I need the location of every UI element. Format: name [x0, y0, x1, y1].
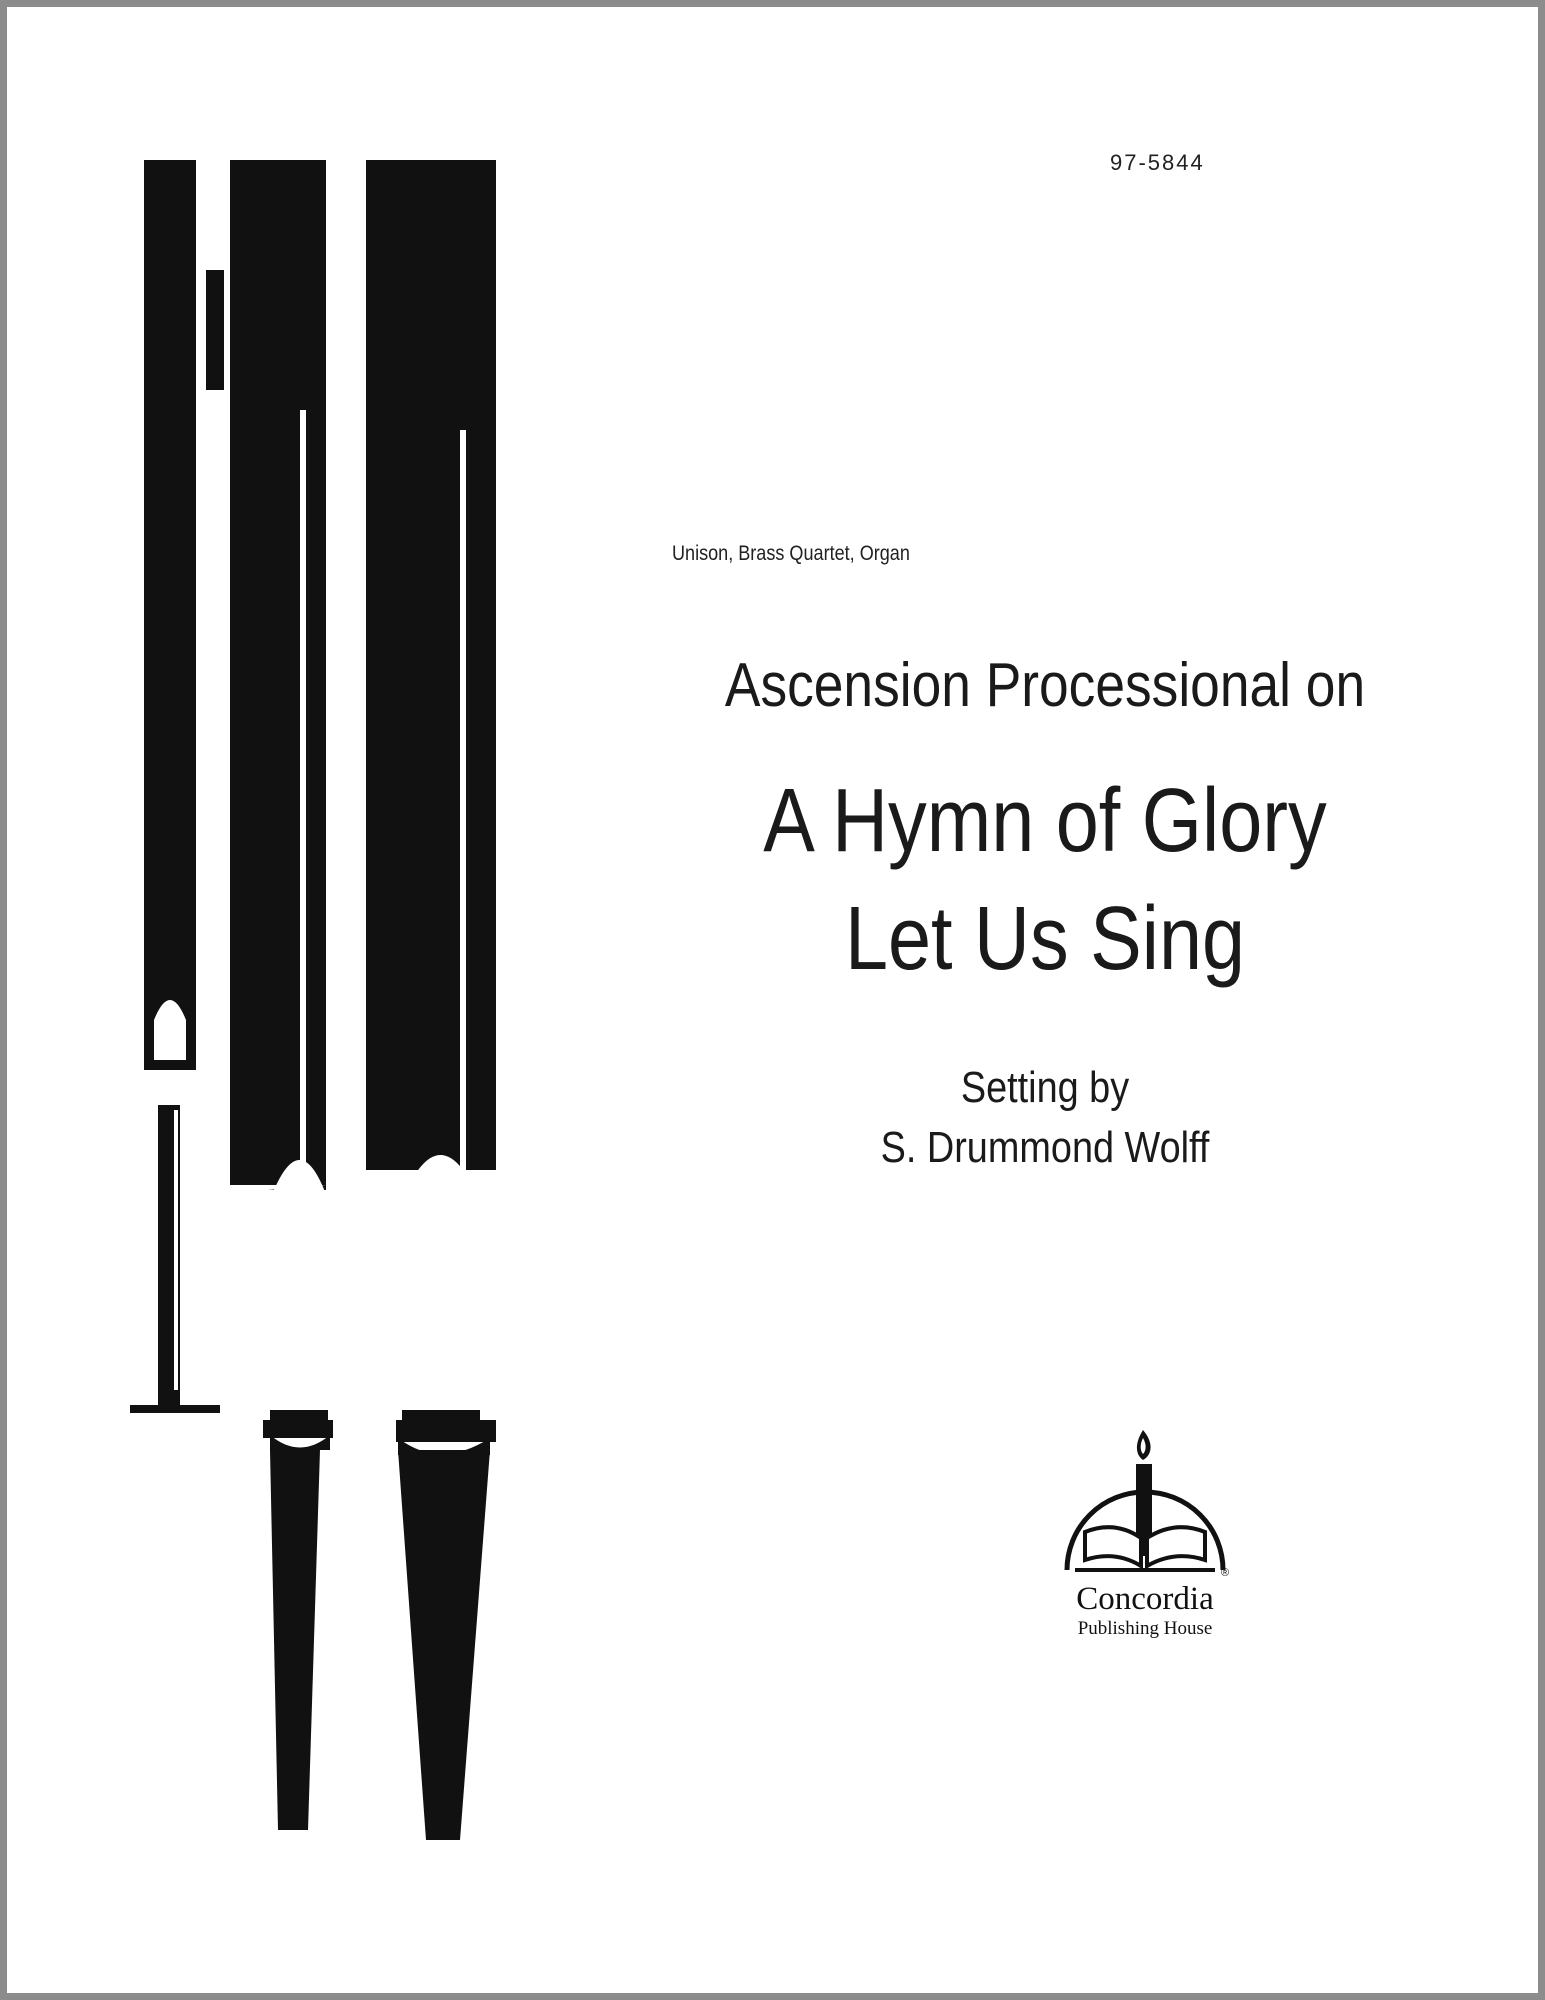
candle-book-logo-icon [1045, 1420, 1245, 1580]
main-title [628, 762, 1462, 998]
composer-name: S. Drummond Wolff [880, 1123, 1210, 1172]
publisher-name: Concordia [1076, 1581, 1214, 1617]
subtitle: Ascension Processional on [724, 651, 1366, 720]
registered-mark: ® [1221, 1567, 1230, 1579]
setting-label: Setting by [960, 1063, 1130, 1112]
title-line-2: Let Us Sing [844, 889, 1246, 989]
organ-pipes-illustration [130, 150, 530, 1850]
publisher-division: Publishing House [1077, 1618, 1213, 1639]
voicing-line: Unison, Brass Quartet, Organ [672, 542, 910, 565]
catalog-number: 97-5844 [1110, 150, 1205, 175]
credit-block [628, 1058, 1462, 1178]
title-line-1: A Hymn of Glory [763, 771, 1327, 871]
publisher-logo [1045, 1420, 1245, 1640]
